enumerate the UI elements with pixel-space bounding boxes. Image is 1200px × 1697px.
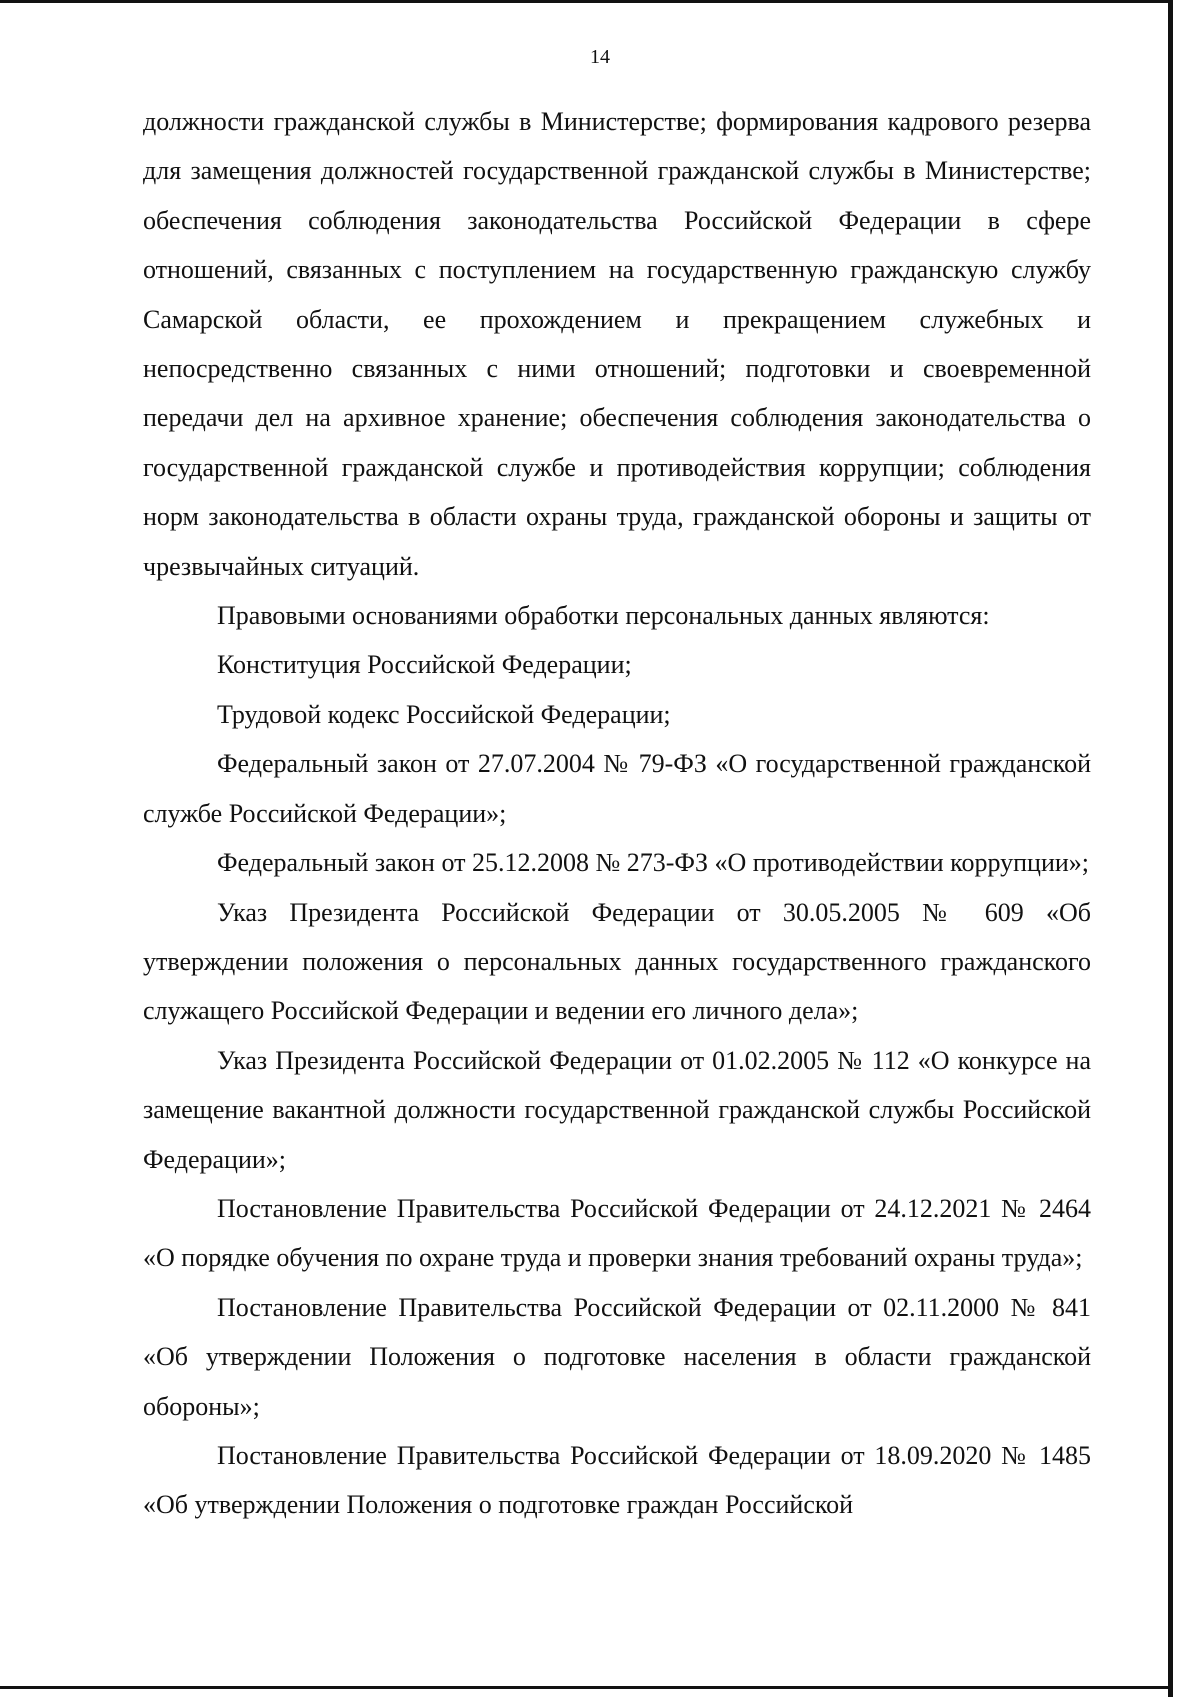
paragraph-federal-law-79: Федеральный закон от 27.07.2004 № 79-ФЗ «О государственной гражданской службе Российской Федерации»; xyxy=(143,749,1091,828)
paragraph-resolution-1485: Постановление Правительства Российской Федерации от 18.09.2020 № 1485 «Об утверждении Положения о подготовке граждан Российской xyxy=(143,1440,1091,1520)
scan-border-bottom xyxy=(0,1686,1170,1689)
paragraph-legal-grounds-intro: Правовыми основаниями обработки персональных данных являются: xyxy=(217,601,990,631)
paragraph-resolution-2464: Постановление Правительства Российской Федерации от 24.12.2021 № 2464 «О порядке обучения по охране труда и проверки знания требований охраны труда»; xyxy=(143,1193,1091,1273)
scan-border-top xyxy=(0,0,1170,3)
paragraph-resolution-841: Постановление Правительства Российской Федерации от 02.11.2000 № 841 «Об утверждении Положения о подготовке населения в области гражданской обороны»; xyxy=(143,1292,1091,1421)
paragraph-decree-112: Указ Президента Российской Федерации от 01.02.2005 № 112 «О конкурсе на замещение вакантной должности государственной гражданской службы Российской Федерации»; xyxy=(143,1045,1091,1174)
paragraph-federal-law-273: Федеральный закон от 25.12.2008 № 273-ФЗ «О противодействии коррупции»; xyxy=(217,848,1090,878)
paragraph-labor-code: Трудовой кодекс Российской Федерации; xyxy=(217,699,671,729)
page-number: 14 xyxy=(590,46,610,68)
paragraph-constitution: Конституция Российской Федерации; xyxy=(217,650,632,680)
document-body xyxy=(143,97,1091,1530)
paragraph-continuation: должности гражданской службы в Министерстве; формирования кадрового резерва для замещения должностей государственной гражданской службы в Министерстве; обеспечения соблюдения законодательства Российской Федерации в сфере отношений, связанных с поступлением на государственную гражданскую службу Самарской области, ее прохождением и прекращением служебных и непосредственно связанных с ними отношений; подготовки и своевременной передачи дел на архивное хранение; обеспечения соблюдения законодательства о государственной гражданской службе и противодействия коррупции; соблюдения норм законодательства в области охраны труда, гражданской обороны и защиты от чрезвычайных ситуаций. xyxy=(143,107,1091,581)
scan-border-right xyxy=(1168,0,1173,1697)
paragraph-decree-609: Указ Президента Российской Федерации от 30.05.2005 № 609 «Об утверждении положения о персональных данных государственного гражданского служащего Российской Федерации и ведении его личного дела»; xyxy=(143,897,1091,1026)
